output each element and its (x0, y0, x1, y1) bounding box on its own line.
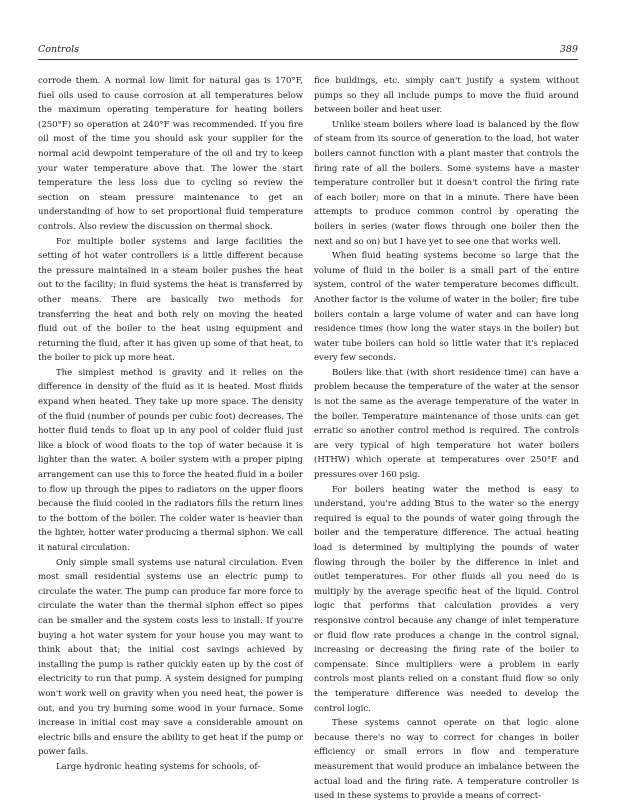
header-rule (38, 59, 578, 60)
paragraph: Unlike steam boilers where load is balanced by the flow of steam from its source of generation to the load, hot water boilers cannot function with a plant master that controls the firing rate of all the boilers. Some systems have a master temperature controller but it doesn't control the firing rate of each boiler; more on that in a minute. There have been attempts to produce common control by operating the boilers in series (water flows through one boiler then the next and so on) but I have yet to see one that works well. (314, 119, 579, 247)
left-column (38, 74, 303, 775)
paragraph: Only simple small systems use natural circulation. Even most small residential systems use an electric pump to circulate the water. The pump can produce far more force to circulate the water than the thermal siphon effect so pipes can be smaller and the system costs less to install. If you're buying a hot water system for your house you may want to think about that; the initial cost savings achieved by installing the pump is rather quickly eaten up by the cost of electricity to run that pump. A system designed for pumping won't work well on gravity when you need heat, the power is out, and you try burning some wood in your furnace. Some increase in initial cost may save a considerable amount on electric bills and ensure the ability to get heat if the pump or power fails. (38, 557, 303, 758)
paragraph: corrode them. A normal low limit for natural gas is 170°F, fuel oils used to cause corrosion at all temperatures below the maximum operating temperature for heating boilers (250°F) so operation at 240°F was recommended. If you fire oil most of the time you should ask your supplier for the normal acid dewpoint temperature of the oil and try to keep your water temperature above that. The lower the start temperature the less loss due to cycling so review the section on steam pressure maintenance to get an understanding of how to set proportional fluid temperature controls. Also review the discussion on thermal shock. (38, 76, 303, 232)
page-number: 389 (559, 44, 578, 55)
paragraph: The simplest method is gravity and it relies on the difference in density of the fluid as it is heated. Most fluids expand when heated. They take up more space. The density of the fluid (number of pounds per cubic foot) decreases. The hotter fluid tends to float up in any pool of colder fluid just like a block of wood floats to the top of water because it is lighter than the water. A boiler system with a proper piping arrangement can use this to force the heated fluid in a boiler to flow up through the pipes to radiators on the upper floors because the fluid cooled in the radiators fills the return lines to the bottom of the boiler. The colder water is heavier than the lighter, hotter water producing a thermal siphon. We call it natural circulation. (38, 367, 303, 553)
running-header (38, 44, 578, 58)
section-title: Controls (38, 44, 80, 55)
paragraph: When fluid heating systems become so large that the volume of fluid in the boiler is a small part of the entire system, control of the water temperature becomes difficult. Another factor is the volume of water in the boiler; fire tube boilers contain a large volume of water and can have long residence times (how long the water stays in the boiler) but water tube boilers can hold so little water that it's replaced every few seconds. (314, 251, 579, 364)
paragraph: Large hydronic heating systems for schools, of- (56, 761, 261, 772)
right-column (314, 74, 579, 804)
paragraph: These systems cannot operate on that logic alone because there's no way to correct for changes in boiler efficiency or small errors in flow and temperature measurement that would produce an imbalance between the actual load and the firing rate. A temperature controller is used in these systems to provide a means of correct- (314, 718, 579, 802)
paragraph: Boilers like that (with short residence time) can have a problem because the temperature of the water at the sensor is not the same as the average temperature of the water in the boiler. Temperature maintenance of those units can get erratic so another control method is required. The controls are very typical of high temperature hot water boilers (HTHW) which operate at temperatures over 250°F and pressures over 160 psig. (314, 367, 579, 481)
paragraph: For multiple boiler systems and large facilities the setting of hot water controllers is a little different because the pressure maintained in a steam boiler pushes the heat out to the facility; in fluid systems the heat is transferred by other means. There are basically two methods for transferring the heat and both rely on moving the heated fluid out of the boiler to the heat using equipment and returning the fluid, after it has given up some of that heat, to the boiler to pick up more heat. (38, 236, 303, 364)
paragraph: fice buildings, etc. simply can't justify a system without pumps so they all include pumps to move the fluid around between boiler and heat user. (314, 76, 579, 116)
paragraph: For boilers heating water the method is easy to understand, you're adding Btus to the water so the energy required is equal to the pounds of water going through the boiler and the temperature difference. The actual heating load is determined by multiplying the pounds of water flowing through the boiler by the difference in inlet and outlet temperatures. For other fluids all you need do is multiply by the average specific heat of the liquid. Control logic that performs that calculation provides a very responsive control because any change of inlet temperature or fluid flow rate produces a change in the control signal, increasing or decreasing the firing rate of the boiler to compensate. Since multipliers were a problem in early controls most plants relied on a constant fluid flow so only the temperature difference was needed to develop the control logic. (314, 484, 579, 714)
